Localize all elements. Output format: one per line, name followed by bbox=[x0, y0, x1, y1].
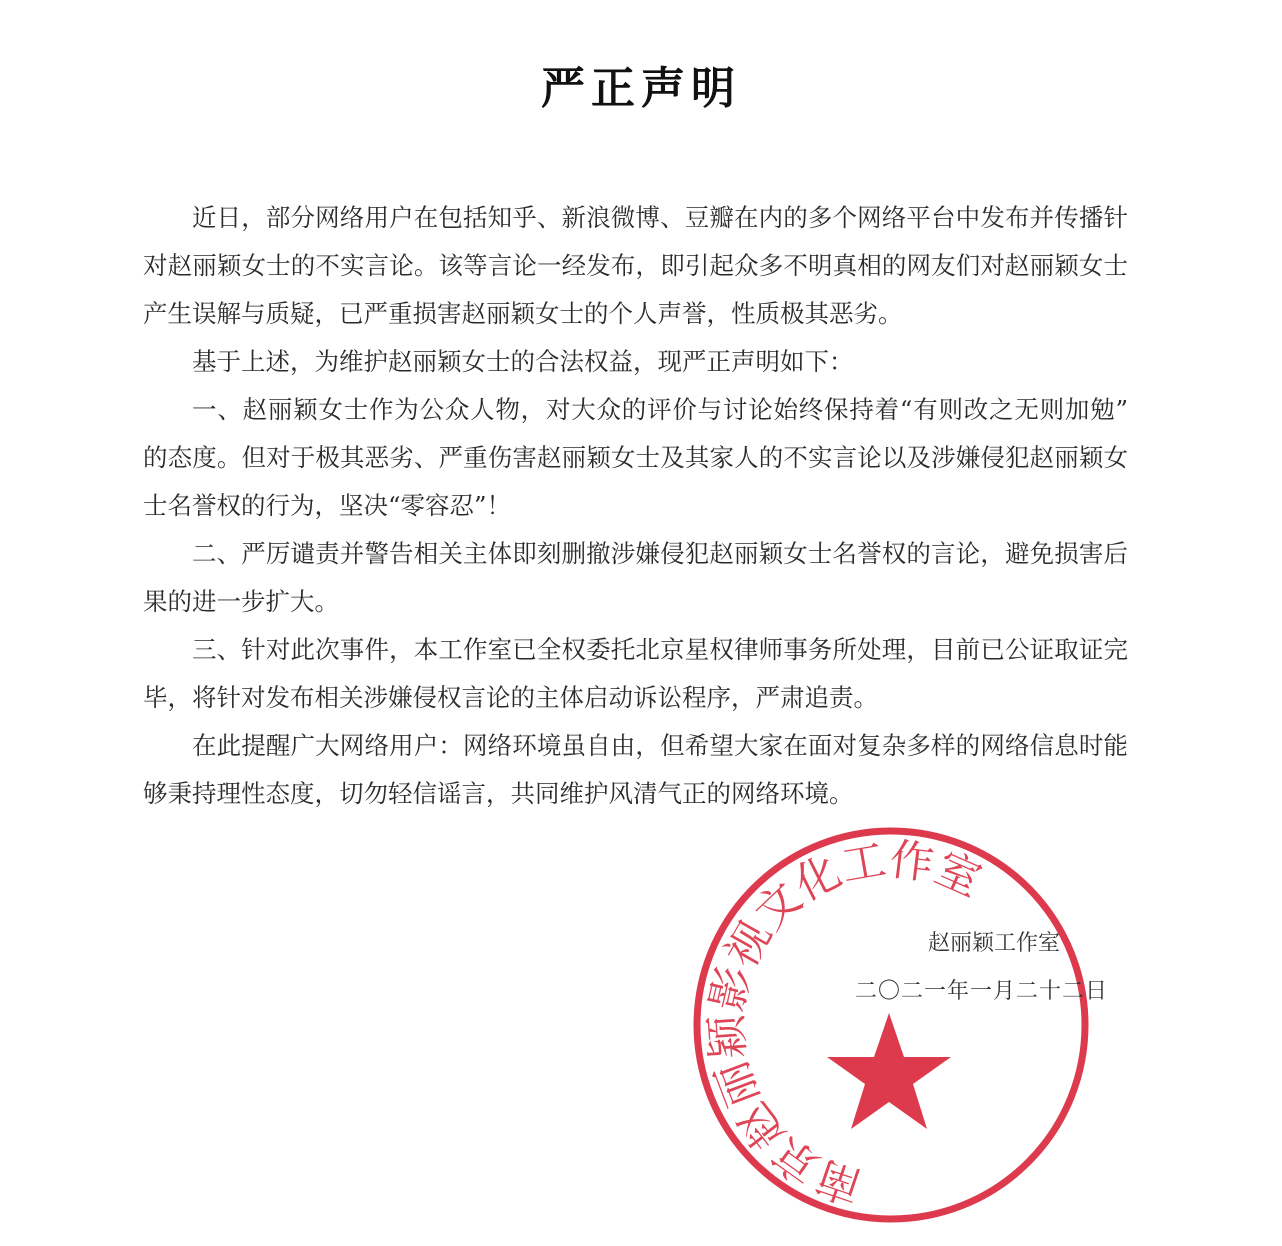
paragraph-line: 近日，部分网络用户在包括知乎、新浪微博、豆瓣在内的多个网络平台中发布并传播针 bbox=[192, 203, 1128, 232]
paragraph-line: 三、针对此次事件，本工作室已全权委托北京星权律师事务所处理，目前已公证取证完 bbox=[192, 635, 1128, 664]
document-title: 严正声明 bbox=[541, 63, 741, 114]
paragraph-line: 毕，将针对发布相关涉嫌侵权言论的主体启动诉讼程序，严肃追责。 bbox=[143, 683, 878, 712]
paragraph-line: 够秉持理性态度，切勿轻信谣言，共同维护风清气正的网络环境。 bbox=[143, 779, 854, 808]
issuer-name: 赵丽颖工作室 bbox=[928, 931, 1061, 956]
stamp-text: 南京赵丽颖影视文化工作室 bbox=[700, 834, 989, 1213]
paragraph-line: 对赵丽颖女士的不实言论。该等言论一经发布，即引起众多不明真相的网友们对赵丽颖女士 bbox=[143, 251, 1128, 280]
paragraph-line: 二、严厉谴责并警告相关主体即刻删撤涉嫌侵犯赵丽颖女士名誉权的言论，避免损害后 bbox=[192, 539, 1128, 568]
paragraph-line: 士名誉权的行为，坚决“零容忍”！ bbox=[143, 491, 512, 520]
paragraph-line: 基于上述，为维护赵丽颖女士的合法权益，现严正声明如下： bbox=[192, 347, 854, 376]
paragraph-line: 在此提醒广大网络用户：网络环境虽自由，但希望大家在面对复杂多样的网络信息时能 bbox=[192, 731, 1128, 760]
paragraph-line: 产生误解与质疑，已严重损害赵丽颖女士的个人声誉，性质极其恶劣。 bbox=[143, 299, 903, 328]
paragraph-line: 果的进一步扩大。 bbox=[143, 587, 339, 616]
official-stamp bbox=[680, 820, 1120, 1246]
paragraph-line: 的态度。但对于极其恶劣、严重伤害赵丽颖女士及其家人的不实言论以及涉嫌侵犯赵丽颖女 bbox=[143, 443, 1128, 472]
star-icon bbox=[827, 1013, 951, 1129]
issue-date: 二〇二一年一月二十二日 bbox=[855, 979, 1109, 1004]
paragraph-line: 一、赵丽颖女士作为公众人物，对大众的评价与讨论始终保持着“有则改之无则加勉” bbox=[192, 395, 1128, 424]
